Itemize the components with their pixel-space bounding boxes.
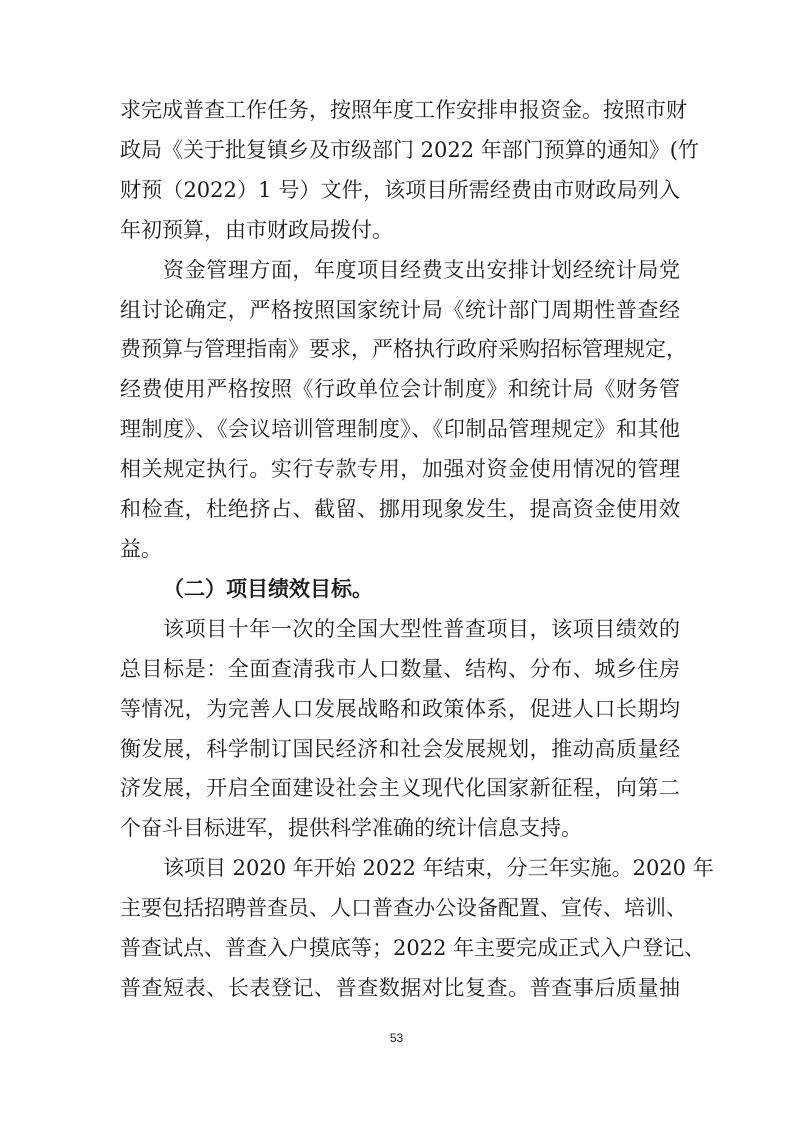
paragraph-line: 等情况，为完善人口发展战略和政策体系，促进人口长期均 xyxy=(120,697,680,721)
paragraph-line: 财预（2022）1 号）文件，该项目所需经费由市财政局列入 xyxy=(120,178,680,202)
section-heading: （二）项目绩效目标。 xyxy=(163,577,373,601)
paragraph-line: 年初预算，由市财政局拨付。 xyxy=(120,218,393,242)
paragraph-line: 益。 xyxy=(120,537,162,561)
paragraph-line: 济发展，开启全面建设社会主义现代化国家新征程，向第二 xyxy=(120,776,680,800)
paragraph-line: 普查试点、普查入户摸底等；2022 年主要完成正式入户登记、 xyxy=(120,936,706,960)
paragraph-line: 该项目十年一次的全国大型性普查项目，该项目绩效的 xyxy=(163,617,680,641)
paragraph-line: 和检查，杜绝挤占、截留、挪用现象发生，提高资金使用效 xyxy=(120,497,680,521)
paragraph-line: 政局《关于批复镇乡及市级部门 2022 年部门预算的通知》(竹 xyxy=(120,138,699,162)
paragraph-line: 普查短表、长表登记、普查数据对比复查。普查事后质量抽 xyxy=(120,976,680,1000)
paragraph-line: 主要包括招聘普查员、人口普查办公设备配置、宣传、培训、 xyxy=(120,896,687,920)
paragraph-line: 相关规定执行。实行专款专用，加强对资金使用情况的管理 xyxy=(120,457,680,481)
paragraph-line: 总目标是：全面查清我市人口数量、结构、分布、城乡住房 xyxy=(120,657,680,681)
paragraph-line: 个奋斗目标进军，提供科学准确的统计信息支持。 xyxy=(120,816,582,840)
paragraph-line: 衡发展，科学制订国民经济和社会发展规划，推动高质量经 xyxy=(120,737,680,761)
paragraph-line: 理制度》、《会议培训管理制度》、《印制品管理规定》和其他 xyxy=(120,417,680,441)
paragraph-line: 费预算与管理指南》要求，严格执行政府采购招标管理规定， xyxy=(120,337,687,361)
page-number: 53 xyxy=(389,1031,404,1045)
paragraph-line: 资金管理方面，年度项目经费支出安排计划经统计局党 xyxy=(163,258,680,282)
paragraph-line: 求完成普查工作任务，按照年度工作安排申报资金。按照市财 xyxy=(120,98,687,122)
paragraph-line: 经费使用严格按照《行政单位会计制度》和统计局《财务管 xyxy=(120,377,680,401)
paragraph-line: 组讨论确定，严格按照国家统计局《统计部门周期性普查经 xyxy=(120,298,680,322)
paragraph-line: 该项目 2020 年开始 2022 年结束，分三年实施。2020 年 xyxy=(163,856,714,880)
